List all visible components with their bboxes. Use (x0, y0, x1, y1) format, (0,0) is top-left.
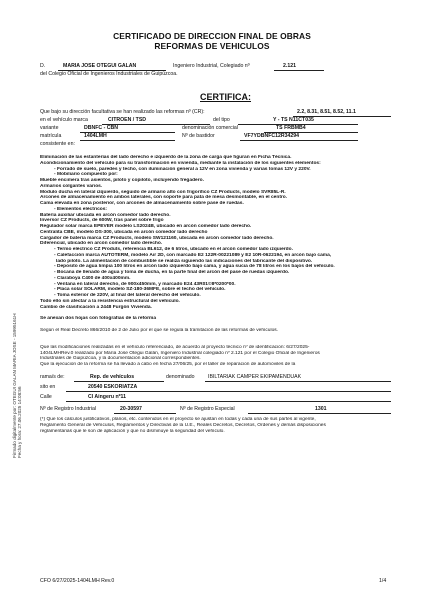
especial-label: Nº de Registro Especial (180, 406, 235, 412)
description-line: Regulador solar marca EPEVER modelo LS2024B, ubicado en arcón comedor lado derecho. (40, 224, 252, 229)
footer-reference: CFO 6/27/2025-1404LMH Rev.0 (40, 578, 115, 584)
engineer-role: Ingeniero Industrial, Colegiado nº (173, 63, 250, 69)
engineer-name: MARIA JOSE OTEGUI GALAN (63, 63, 137, 69)
description-line: Armarios colgantes varios. (40, 183, 103, 189)
rama-label: rama/s de: (40, 374, 65, 380)
description-line: Eliminación de las estanterías del lado derecho e izquierdo de la zona de carga que figuran en Ficha Técnica. (40, 155, 292, 160)
document-title: CERTIFICADO DE DIRECCION FINAL DE OBRAS (113, 31, 311, 41)
description-line: Acondicionamiento del vehículo para su transformación en vivienda, mediante la instalación de los siguientes elementos: (40, 160, 321, 166)
sito-value: 20540 ESKORIATZA (88, 384, 138, 390)
description-line: 1404LMHRev.0 realizado por María Jose Otegui Galán, Ingeniero Industrial colegiado nº 2.121 por el Colegio Oficial de Ingenieros (40, 350, 320, 356)
description-line: - Ventana en lateral derecho, de 900x450mm, y marcado E24 43R01©8*0200*00. (54, 281, 236, 287)
registro-label: Nº de Registro Industrial (40, 406, 97, 412)
description-line: Industriales de Guipúzcoa, y la documentación adicional correspondientes. (40, 356, 201, 362)
legal-line: (*) Que los cálculos justificativos, planos, etc. contenidos en el proyecto se ajustan en todas y cada una de sus partes al vigente, (40, 417, 316, 422)
description-line: Todo ello sin afectar a la resistencia estructural del vehículo. (40, 298, 180, 304)
description-line: - Mobiliario compuesto por: (54, 172, 118, 178)
reform-description (40, 155, 390, 368)
signature-line-2: Fecha y hora: 27.06.2025 14:08:56 (17, 386, 23, 458)
description-line: Cargador de batería marca CZ Products, modelo SW121160, ubicada en arcón comedor lado derecho. (40, 235, 274, 241)
engineer-number: 2.121 (283, 63, 296, 69)
description-line: - Claraboya C400 de 400x400mm. (54, 275, 131, 281)
engineer-prefix: D. (40, 63, 46, 69)
description-line: - Bocana de llenado de agua y toma de ducha, en la parte final del arcón del pase de ruedas izquierdo. (54, 270, 290, 275)
description-line: Centralita CBE, modelo DS-300, ubicada en arcón comedor lado derecho (40, 229, 208, 235)
tipo-value: Y - TS N11CT035 (273, 117, 314, 123)
description-line: lado piloto. La alimentación de combustible se realiza siguiendo las indicaciones del fabricante del dispositivo. (56, 258, 313, 264)
bastidor-value: VF7YDBNFC12R34294 (244, 133, 300, 139)
description-line: Inversor CZ Products, de 600W, tras panel sobre frigo (40, 218, 164, 224)
denominacion-value: TS FRBMB4 (276, 125, 306, 131)
description-line: Modulo ducha en lateral izquierdo, seguido de armario alto con frigorífico CZ Products, modelo SVR85L-R. (40, 189, 286, 195)
document-subtitle: REFORMAS DE VEHICULOS (154, 41, 270, 51)
description-line: - Elementos eléctricos: (54, 206, 108, 212)
matricula-value: 1404LMH (84, 133, 107, 139)
engineer-number-line (274, 70, 324, 71)
description-line: Según el Real Decreto 866/2010 de 2 de Julio por el que se regula la tramitación de las reformas de vehículos. (40, 327, 279, 333)
signature-line-1: Firmado digitalmente por: OTEGUI GALAN MARIA JOSE - 15995161H (12, 313, 17, 458)
bastidor-line (240, 140, 358, 141)
description-line: Batería auxiliar ubicada en arcón comedor lado derecho. (40, 212, 171, 218)
rama-line (74, 381, 164, 382)
matricula-label: matrícula (40, 133, 62, 139)
description-line: Que la ejecución de la reforma se ha llevado a cabo en fecha 27/06/25, por el taller de reparación de automóviles de la (40, 362, 296, 367)
variante-value: DBNFC - CBN (84, 125, 119, 131)
denominado-value: IBILTARIAK CAMPER EKIPAMENDUAK (208, 374, 302, 380)
digital-signature-stamp (12, 313, 23, 458)
description-line: - Termo eléctrico CZ Produts, referencia BL612, de 6 litros, ubicado en el arcón comedor lado izquierdo. (54, 247, 293, 252)
denominacion-label: denominación comercial (182, 125, 238, 131)
description-line: - Calefacción marca AUTOTERM, modelo Air 2D, con marcado E2 122R-00221089 y E2 10R-0622194, en arcón bajo cama, (54, 252, 332, 258)
calle-value: Cl Aingeru nº11 (88, 394, 127, 400)
tipo-label: del tipo (213, 117, 230, 123)
description-line: Se anexan dos hojas con fotografías de la reforma (40, 316, 157, 321)
registro-value: 20-30597 (120, 406, 142, 412)
rama-value: Rep. de vehículos (90, 374, 135, 380)
legal-paragraph (40, 417, 390, 434)
especial-value: 1301 (315, 406, 327, 412)
engineer-college: del Colegio Oficial de Ingenieros Industriales de Guipúzcoa. (40, 71, 178, 77)
matricula-line (80, 140, 175, 141)
legal-line: reglamentarias que le son de aplicación y que no disminuye la seguridad del vehículo. (40, 428, 225, 434)
description-line: Que las modificaciones realizadas en el vehículo referenciado, de acuerdo al proyecto técnico nº de identificación: 6/27/2025- (40, 344, 310, 350)
marca-label: en el vehículo marca (40, 117, 88, 123)
description-line: Diferencial, ubicado en arcón comedor lado derecho. (40, 241, 163, 247)
description-line: Cama elevada en zona posterior, con arcones de almacenamiento sobre pase de ruedas. (40, 201, 244, 206)
description-line: - Placa solar SOLARM, modelo SZ-180-36MFE, sobre el techo del vehículo. (54, 287, 226, 293)
marca-value: CITROEN / TSD (108, 117, 147, 123)
calle-label: Calle (40, 394, 52, 400)
description-line: Mueble encimera tras asientos, piloto y copiloto, incluyendo fregadero. (40, 178, 204, 183)
reform-intro: Que bajo su dirección facultativa se han realizado las reformas nº (CR): (40, 109, 205, 115)
bastidor-label: Nº de bastidor (182, 133, 215, 139)
certifica-heading: CERTIFICA: (200, 92, 251, 102)
denominado-label: denominado (166, 374, 195, 380)
variante-label: variante (40, 125, 59, 131)
consistente-label: consistente en: (40, 141, 75, 147)
sito-label: sito en (40, 384, 56, 390)
sito-line (66, 391, 391, 392)
description-line: - Toma exterior de 220V, al final del lateral derecho del vehículo. (54, 293, 201, 298)
description-line: - Forrado de suelo, paredes y techo, con iluminación general a 12V en zona vivienda y varias tomas 12V y 220V. (54, 166, 311, 172)
description-line: Cambio de clasificación a 2448 Furgón Vivienda. (40, 304, 152, 310)
legal-line: Reglamento General de Vehículos, Reglamentos y Directivas de la U.E., Reales Decretos, Decretos, Ordenes y demás disposiciones (40, 422, 326, 428)
description-line: Arcones de almacenamiento en ambos laterales, con soporte para pata de mesa desmontable, en el centro. (40, 195, 288, 201)
cr-codes: 2.2, 8.31, 8.51, 8.52, 11.1 (297, 109, 356, 115)
footer-page-number: 1/4 (379, 578, 387, 584)
calle-line (66, 401, 391, 402)
registro-line (114, 413, 176, 414)
description-line: - Deposito de agua limpia 100 litros en arcón lado izquierdo bajo cama, y agua sucia de 78 litros en los bajos del vehículo. (54, 264, 335, 270)
especial-line (248, 413, 391, 414)
denominado-line (205, 381, 391, 382)
